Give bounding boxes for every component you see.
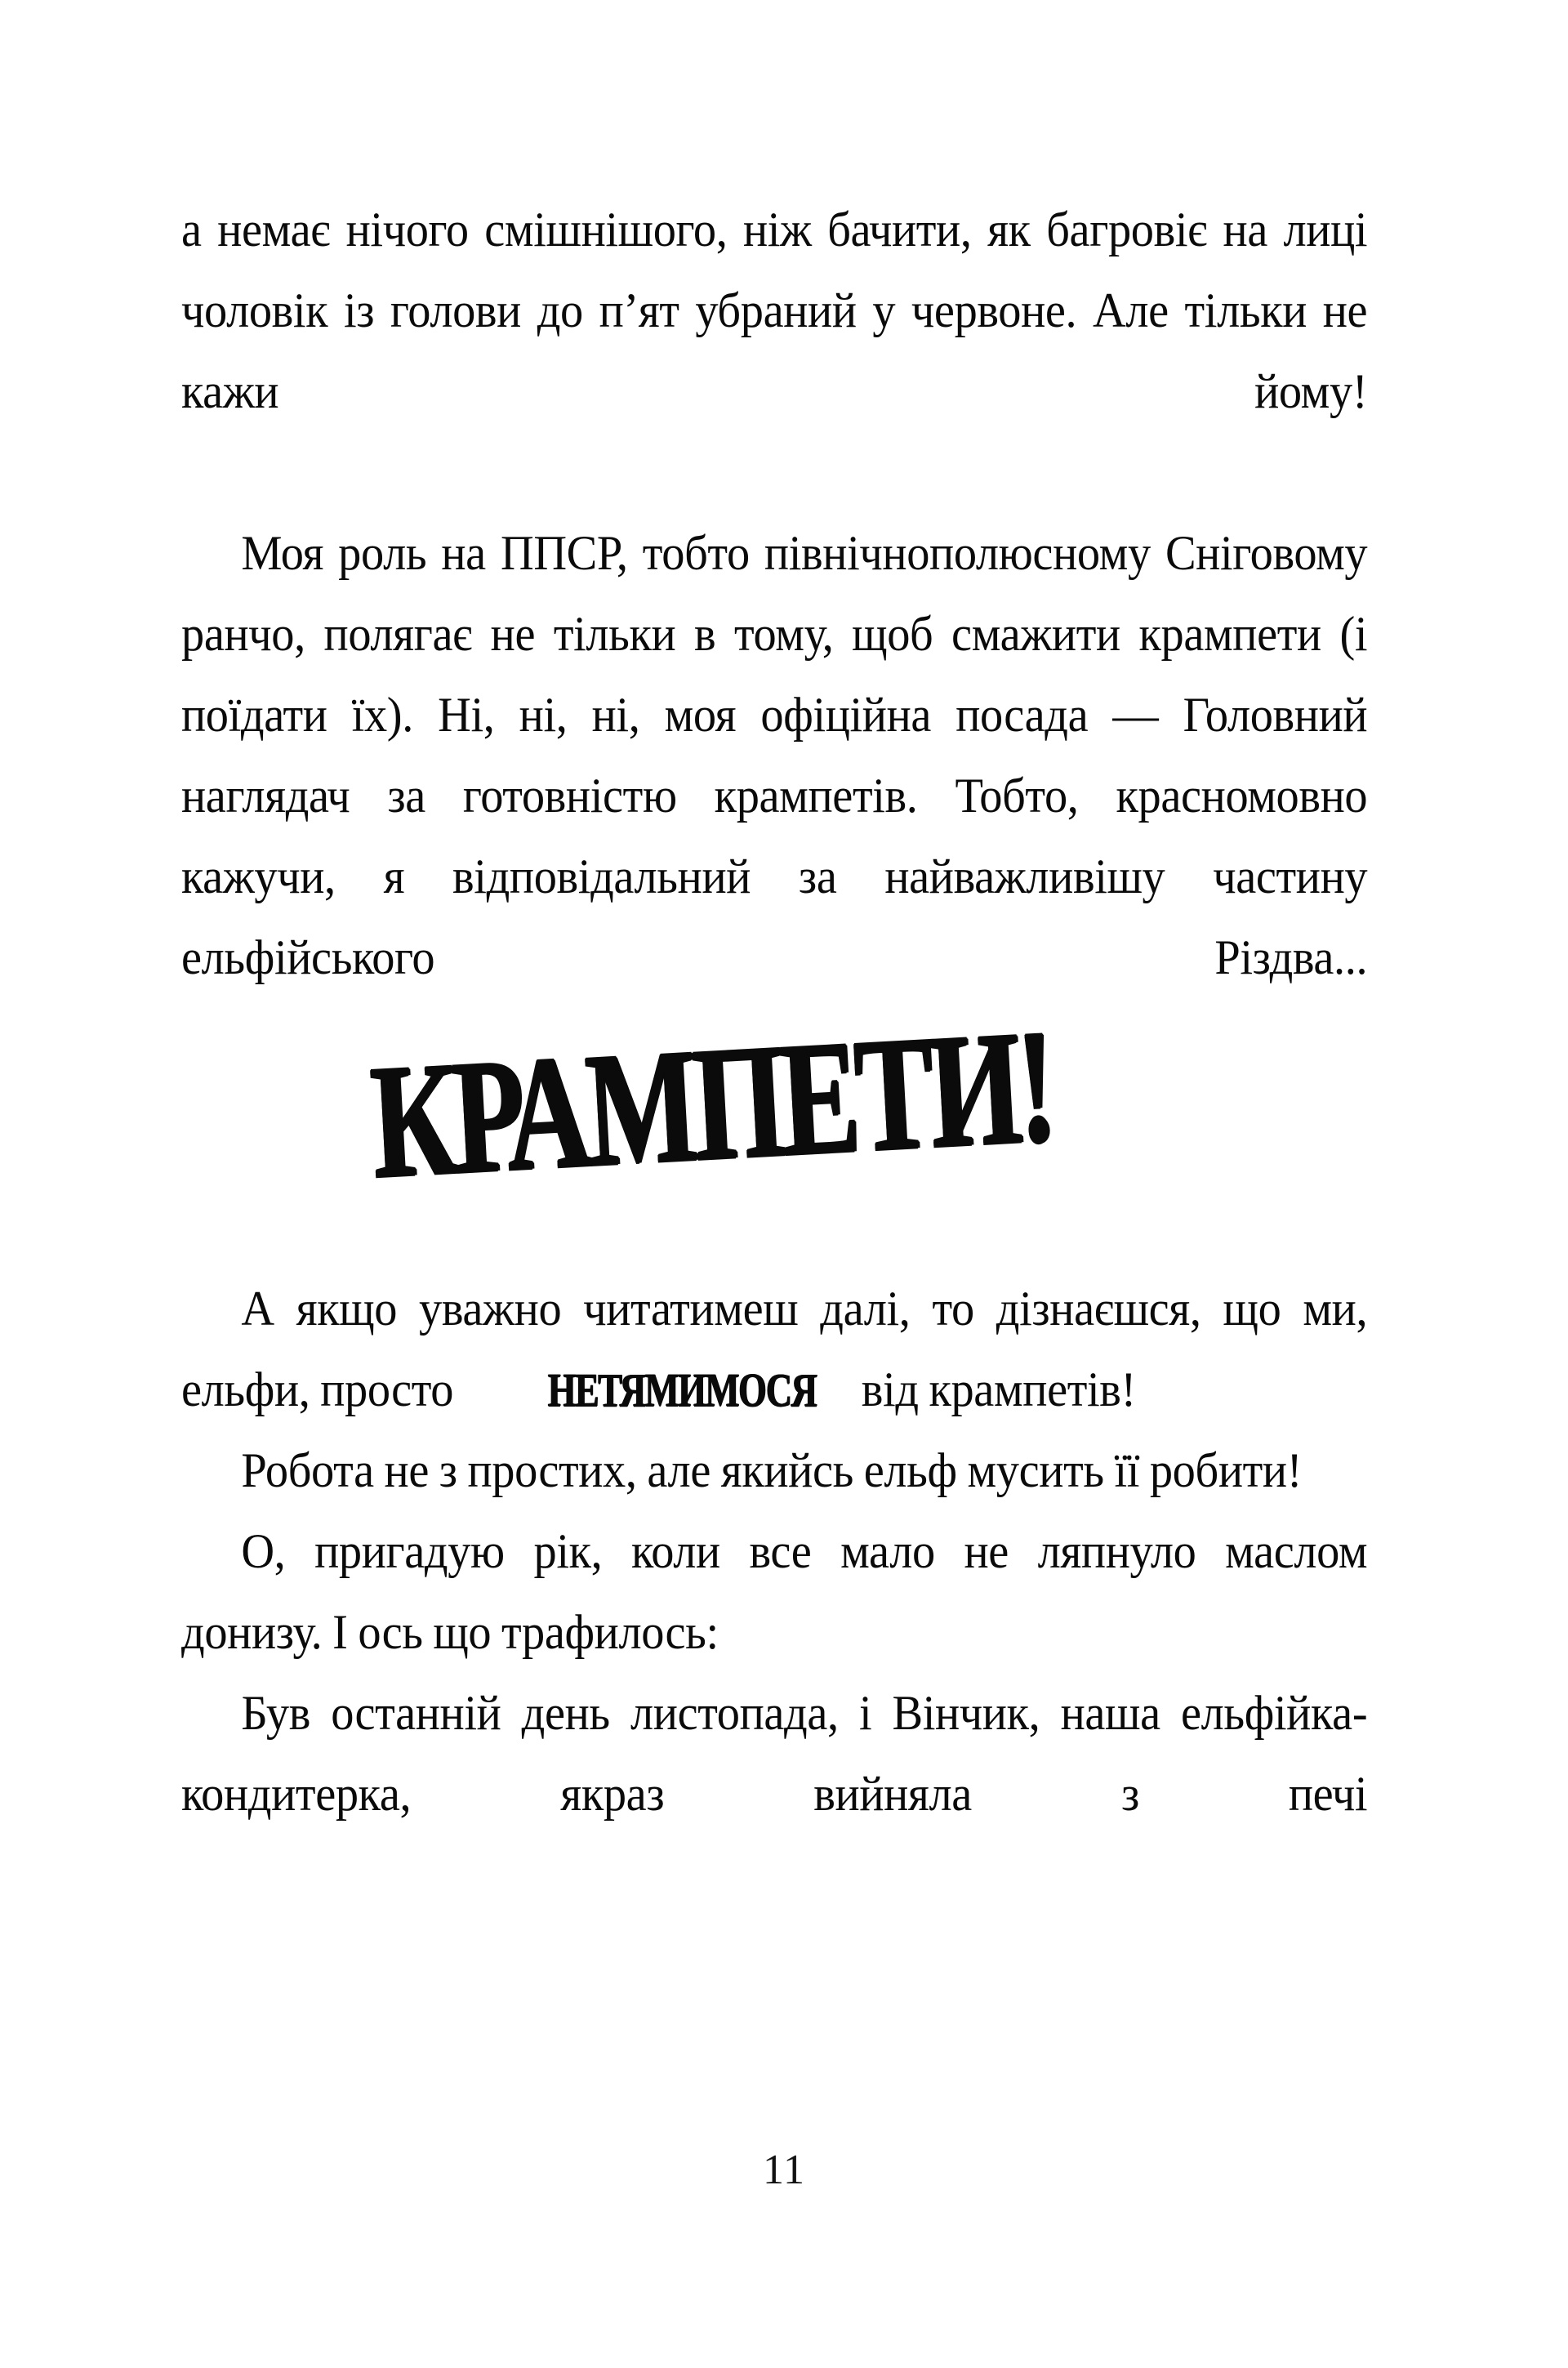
emphasis-word-netyamymosya: НЕТЯМИМОСЯ	[547, 1363, 817, 1416]
paragraph-november: Був останній день листопада, і Вінчик, наша ельфійка-кондитерка, якраз вийняла з печі	[181, 1686, 1368, 1821]
paragraph-read-on	[181, 1269, 1367, 1430]
paragraph-work: Робота не з простих, але якийсь ельф мусить її робити!	[241, 1443, 1303, 1497]
paragraph-role: Моя роль на ППСР, тобто північнополюсному Сніговому ранчо, полягає не тільки в тому, щоб смажити крампети (і поїдати їх). Ні, ні, ні, моя офіційна посада — Головний наглядач за готовністю крампетів. Тобто, красномовно кажучи, я відповідальний за найважливішу частину ельфійського Різдва...	[181, 526, 1368, 984]
page-number: 11	[762, 2147, 806, 2193]
paragraph-read-on-lead: А якщо уважно читатимеш далі, то дізнаєшся, що ми, ельфи, просто	[181, 1282, 1368, 1416]
heading-spacer	[181, 1079, 1367, 1269]
paragraph-remember: О, пригадую рік, коли все мало не ляпнуло маслом донизу. І ось що трафилось:	[181, 1524, 1368, 1659]
paragraph-read-on-tail: від крампетів!	[851, 1362, 1136, 1416]
text-column	[181, 190, 1367, 1915]
paragraph-continued: а немає нічого смішнішого, ніж бачити, як багровіє на лиці чоловік із голови до п’ят убраний у червоне. Але тільки не кажи йому!	[181, 203, 1368, 418]
display-heading-krampety: КРАМПЕТИ!	[367, 996, 1058, 1212]
